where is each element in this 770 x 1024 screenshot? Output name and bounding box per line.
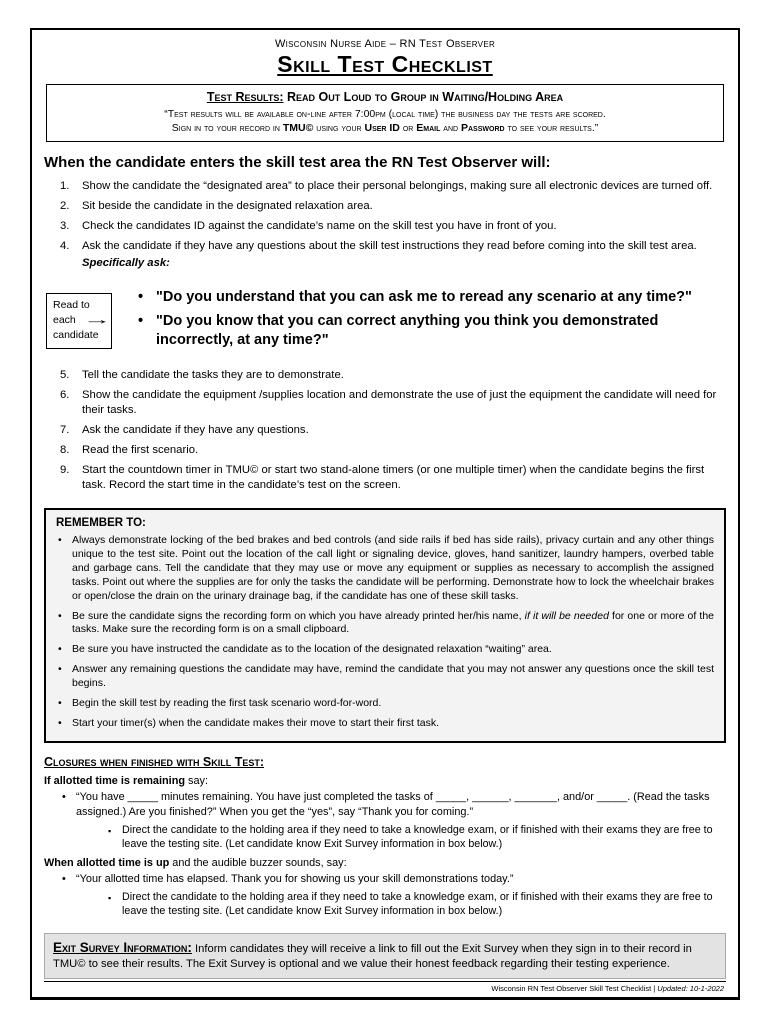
test-results-box bbox=[46, 84, 724, 142]
exit-survey-heading: Exit Survey Information: bbox=[53, 939, 192, 955]
remember-bullet: • Begin the skill test by reading the first task scenario word-for-word. bbox=[56, 697, 714, 711]
candidate-questions bbox=[138, 288, 726, 355]
step-number: 9. bbox=[60, 463, 70, 476]
remember-bullet: • Be sure the candidate signs the recording form on which you have already printed her/his name, if it will be needed for one or more of the tasks. Make sure the recording form is on a small clipboard. bbox=[56, 610, 714, 638]
remember-bullet: • Answer any remaining questions the candidate may have, remind the candidate that you may not answer any questions once the skill test begins. bbox=[56, 663, 714, 691]
remember-bullet: • Start your timer(s) when the candidate makes their move to start their first task. bbox=[56, 717, 714, 731]
list-item bbox=[44, 368, 726, 383]
step-text: Read the first scenario. bbox=[82, 444, 199, 457]
list-item bbox=[44, 179, 726, 194]
step-number: 6. bbox=[60, 389, 70, 402]
step-text: Ask the candidate if they have any questions about the skill test instructions they read before coming into the skill test area. Specifically ask: bbox=[82, 239, 726, 271]
direct-candidate-note: ▪ Direct the candidate to the holding area if they need to take a knowledge exam, or if finished with their exams they are free to leave the testing site. (Let candidate know Exit Survey information in box below.) bbox=[108, 824, 726, 852]
callout-box-line: candidate bbox=[53, 329, 99, 342]
remember-bullet: • Always demonstrate locking of the bed brakes and bed controls (and side rails if bed has side rails), privacy curtain and any other things unique to the test site. Point out the location of the call light or signaling device, gloves, hand sanitizer, laundry hampers, overbed table and garbage cans. Tell the candidate that they may use or move any equipment or supplies as necessary to accomplish the assigned tasks. Point out where the supplies are for only the tasks the candidate will be performing. Demonstrate how to lock the wheelchair brakes or open/close the drain on the urinary drainage bag, if the candidate has one of these skill tasks. bbox=[56, 534, 714, 604]
remember-to-box bbox=[44, 508, 726, 743]
step-text: Start the countdown timer in TMU© or start two stand-alone timers (or one multiple timer) when the candidate begins the first task. Record the start time in the candidate’s test on the screen. bbox=[82, 463, 705, 491]
section-heading: When the candidate enters the skill test area the RN Test Observer will: bbox=[44, 154, 551, 172]
closures-heading: Closures when finished with Skill Test: bbox=[44, 755, 265, 770]
step-text: Show the candidate the “designated area” to place their personal belongings, making sure all electronic devices are turned off. bbox=[82, 180, 713, 193]
list-item bbox=[44, 463, 726, 493]
step-text: Tell the candidate the tasks they are to demonstrate. bbox=[82, 369, 344, 382]
list-item bbox=[44, 388, 726, 418]
org-title: Wisconsin Nurse Aide – RN Test Observer bbox=[274, 38, 496, 50]
observer-steps-5-9 bbox=[44, 368, 726, 497]
exit-survey-box bbox=[44, 933, 726, 979]
question-item: • "Do you understand that you can ask me to reread any scenario at any time?" bbox=[138, 288, 722, 307]
observer-steps-1-4 bbox=[44, 179, 726, 276]
step-text: Check the candidates ID against the candidate’s name on the skill test you have in front of you. bbox=[82, 220, 557, 233]
step-number: 2. bbox=[60, 200, 70, 213]
step-number: 3. bbox=[60, 220, 70, 233]
step-text: Ask the candidate if they have any questions. bbox=[82, 424, 309, 437]
callout-box-line: each bbox=[53, 314, 76, 327]
step-number: 8. bbox=[60, 444, 70, 457]
question-item: • "Do you know that you can correct anything you think you demonstrated incorrectly, at any time?" bbox=[138, 312, 722, 350]
step-number: 5. bbox=[60, 369, 70, 382]
closures-section bbox=[44, 753, 726, 925]
callout-box-line: Read to bbox=[53, 298, 90, 311]
right-arrow-icon: → bbox=[83, 311, 112, 327]
read-to-candidate-callout bbox=[46, 288, 726, 355]
time-up-script: • “Your allotted time has elapsed. Thank you for showing us your skill demonstrations today.” bbox=[62, 872, 726, 887]
results-signin-note: Sign in to your record in TMU© using your User ID or Email and Password to see your results.” bbox=[171, 122, 599, 135]
step-text: Sit beside the candidate in the designated relaxation area. bbox=[82, 200, 373, 213]
footer-note: Wisconsin RN Test Observer Skill Test Checklist | Updated: 10-1-2022 bbox=[44, 981, 726, 997]
specifically-ask-note: Specifically ask: bbox=[82, 256, 170, 269]
time-up-label: When allotted time is up and the audible buzzer sounds, say: bbox=[44, 857, 347, 870]
read-to-candidate-box bbox=[46, 293, 112, 350]
step-number: 1. bbox=[60, 180, 70, 193]
exit-survey-body: Inform candidates they will receive a link to fill out the Exit Survey when they sign in to their record in TMU© to see their results. The Exit Survey is optional and we value their honest feedback regarding their testing experience. bbox=[53, 942, 692, 971]
list-item bbox=[44, 423, 726, 438]
test-results-heading: Test Results: Read Out Loud to Group in Waiting/Holding Area bbox=[206, 90, 564, 104]
step-number: 4. bbox=[60, 240, 70, 253]
direct-candidate-note: ▪ Direct the candidate to the holding area if they need to take a knowledge exam, or if finished with their exams they are free to leave the testing site. (Let candidate know Exit Survey information in box below.) bbox=[108, 891, 726, 919]
time-remaining-script: • “You have _____ minutes remaining. You have just completed the tasks of _____, ______, _______, and/or _____. (Read the tasks assigned.) Are you finished?” When you get the “yes”, say “Thank you for coming.” bbox=[62, 790, 726, 819]
results-availability-note: “Test results will be available on-line after 7:00pm (local time) the business day the tests are scored. bbox=[164, 108, 606, 120]
list-item bbox=[44, 239, 726, 271]
remember-heading: REMEMBER TO: bbox=[56, 516, 146, 529]
remember-bullet: • Be sure you have instructed the candidate as to the location of the designated relaxation “waiting” area. bbox=[56, 643, 714, 657]
step-number: 7. bbox=[60, 424, 70, 437]
list-item bbox=[44, 219, 726, 234]
step-text: Show the candidate the equipment /supplies location and demonstrate the use of just the equipment the candidate will need for their tasks. bbox=[82, 389, 717, 417]
list-item bbox=[44, 199, 726, 214]
time-remaining-label: If allotted time is remaining say: bbox=[44, 775, 208, 788]
document-page bbox=[30, 28, 740, 1000]
page-title: Skill Test Checklist bbox=[277, 51, 493, 77]
list-item bbox=[44, 443, 726, 458]
